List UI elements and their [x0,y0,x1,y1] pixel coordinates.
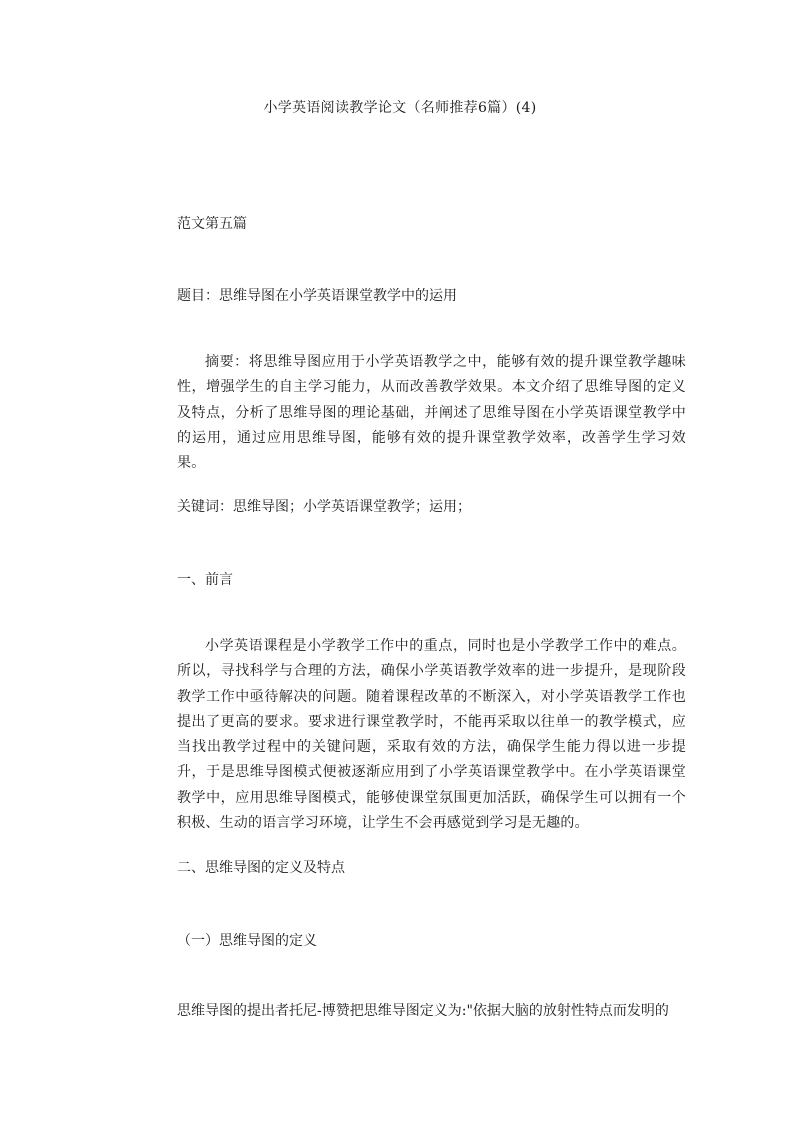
section-heading-definition: 二、思维导图的定义及特点 [177,860,345,876]
subsection-heading-definition: （一）思维导图的定义 [177,933,317,949]
document-title: 小学英语阅读教学论文（名师推荐6篇）(4) [263,100,537,116]
sample-heading: 范文第五篇 [177,216,247,232]
topic-line: 题目：思维导图在小学英语课堂教学中的运用 [177,288,457,304]
preface-paragraph: 小学英语课程是小学教学工作中的重点，同时也是小学教学工作中的难点。所以，寻找科学与合理的方法，确保小学英语教学效率的进一步提升，是现阶段教学工作中亟待解决的问题。随着课程改革的不断深入，对小学英语教学工作也提出了更高的要求。要求进行课堂教学时，不能再采取以往单一的教学模式，应当找出教学过程中的关键问题，采取有效的方法，确保学生能力得以进一步提升，于是思维导图模式便被逐渐应用到了小学英语课堂教学中。在小学英语课堂教学中，应用思维导图模式，能够使课堂氛围更加活跃，确保学生可以拥有一个积极、生动的语言学习环境，让学生不会再感觉到学习是无趣的。 [177,638,686,832]
definition-paragraph: 思维导图的提出者托尼-博赞把思维导图定义为:"依据大脑的放射性特点而发明的 [177,1003,669,1019]
keywords-line: 关键词：思维导图；小学英语课堂教学；运用； [177,499,471,515]
section-heading-preface: 一、前言 [177,572,233,588]
abstract-paragraph: 摘要：将思维导图应用于小学英语教学之中，能够有效的提升课堂教学趣味性，增强学生的自主学习能力，从而改善教学效果。本文介绍了思维导图的定义及特点，分析了思维导图的理论基础，并阐述了思维导图在小学英语课堂教学中的运用，通过应用思维导图，能够有效的提升课堂教学效率，改善学生学习效果。 [177,354,686,472]
